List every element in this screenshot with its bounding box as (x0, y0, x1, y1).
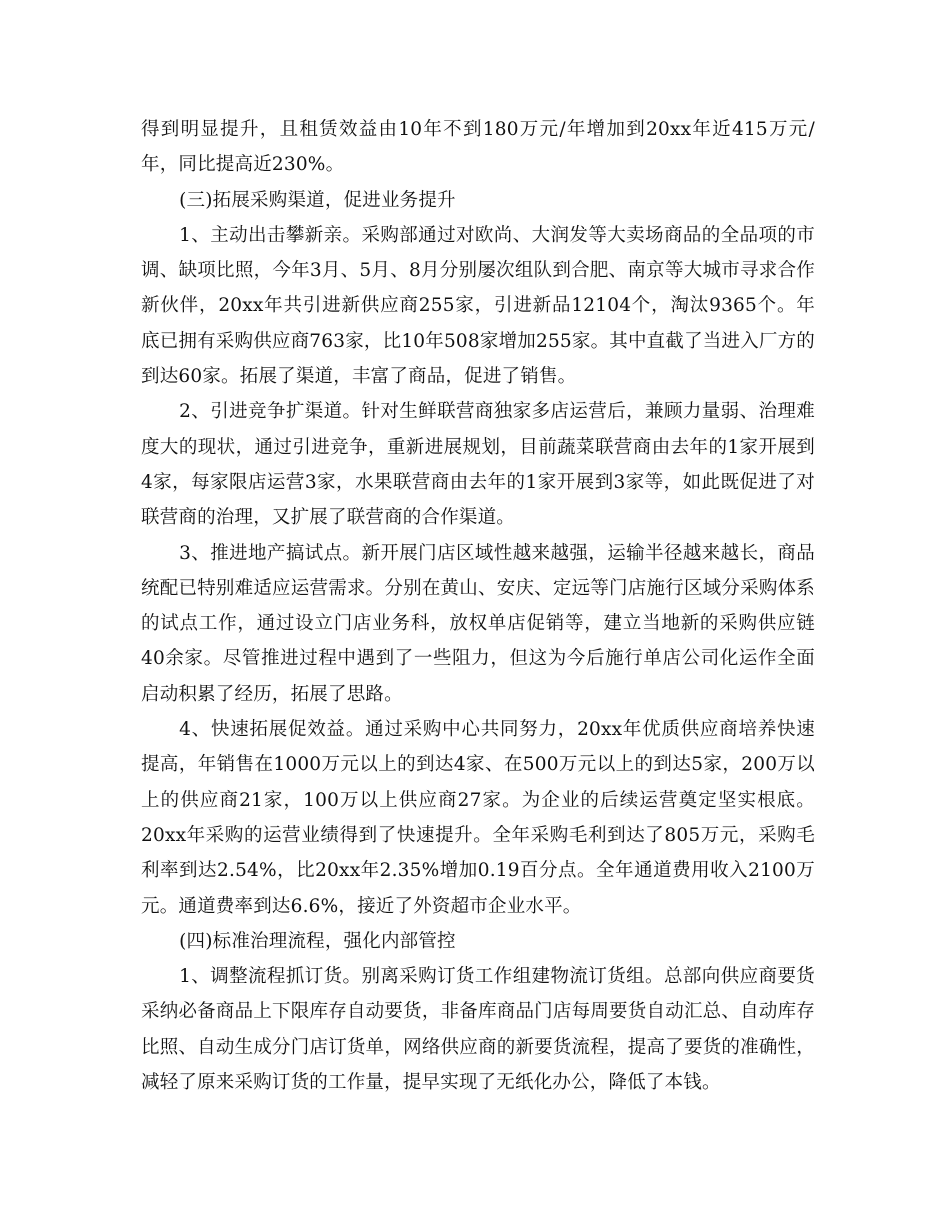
paragraph-continuation: 得到明显提升，且租赁效益由10年不到180万元/年增加到20xx年近415万元/年，同比提高近230%。 (141, 119, 815, 176)
paragraph-item-3: 3、推进地产搞试点。新开展门店区域性越来越强，运输半径越来越长，商品统配已特别难适应运营需求。分别在黄山、安庆、定远等门店施行区域分采购体系的试点工作，通过设立门店业务科，放权单店促销等，建立当地新的采购供应链40余家。尽管推进过程中遇到了一些阻力，但这为今后施行单店公司化运作全面启动积累了经历，拓展了思路。 (141, 542, 815, 705)
document-body (141, 112, 815, 1100)
paragraph-item-1: 1、主动出击攀新亲。采购部通过对欧尚、大润发等大卖场商品的全品项的市调、缺项比照，今年3月、5月、8月分别屡次组队到合肥、南京等大城市寻求合作新伙伴，20xx年共引进新供应商255家，引进新品12104个，淘汰9365个。年底已拥有采购供应商763家，比10年508家增加255家。其中直截了当进入厂方的到达60家。拓展了渠道，丰富了商品，促进了销售。 (141, 224, 815, 388)
section-heading-4: (四)标准治理流程，强化内部管控 (179, 930, 456, 952)
section-heading-3: (三)拓展采购渠道，促进业务提升 (179, 189, 456, 211)
paragraph-item-4: 4、快速拓展促效益。通过采购中心共同努力，20xx年优质供应商培养快速提高，年销售在1000万元以上的到达4家、在500万元以上的到达5家，200万以上的供应商21家，100万以上供应商27家。为企业的后续运营奠定坚实根底。20xx年采购的运营业绩得到了快速提升。全年采购毛利到达了805万元，采购毛利率到达2.54%，比20xx年2.35%增加0.19百分点。全年通道费用收入2100万元。通道费率到达6.6%，接近了外资超市企业水平。 (141, 719, 815, 917)
paragraph-item-1-section-4: 1、调整流程抓订货。别离采购订货工作组建物流订货组。总部向供应商要货采纳必备商品上下限库存自动要货，非备库商品门店每周要货自动汇总、自动库存比照、自动生成分门店订货单，网络供应商的新要货流程，提高了要货的准确性，减轻了原来采购订货的工作量，提早实现了无纸化办公，降低了本钱。 (141, 966, 815, 1094)
paragraph-item-2: 2、引进竞争扩渠道。针对生鲜联营商独家多店运营后，兼顾力量弱、治理难度大的现状，通过引进竞争，重新进展规划，目前蔬菜联营商由去年的1家开展到4家，每家限店运营3家，水果联营商由去年的1家开展到3家等，如此既促进了对联营商的治理，又扩展了联营商的合作渠道。 (141, 401, 815, 529)
